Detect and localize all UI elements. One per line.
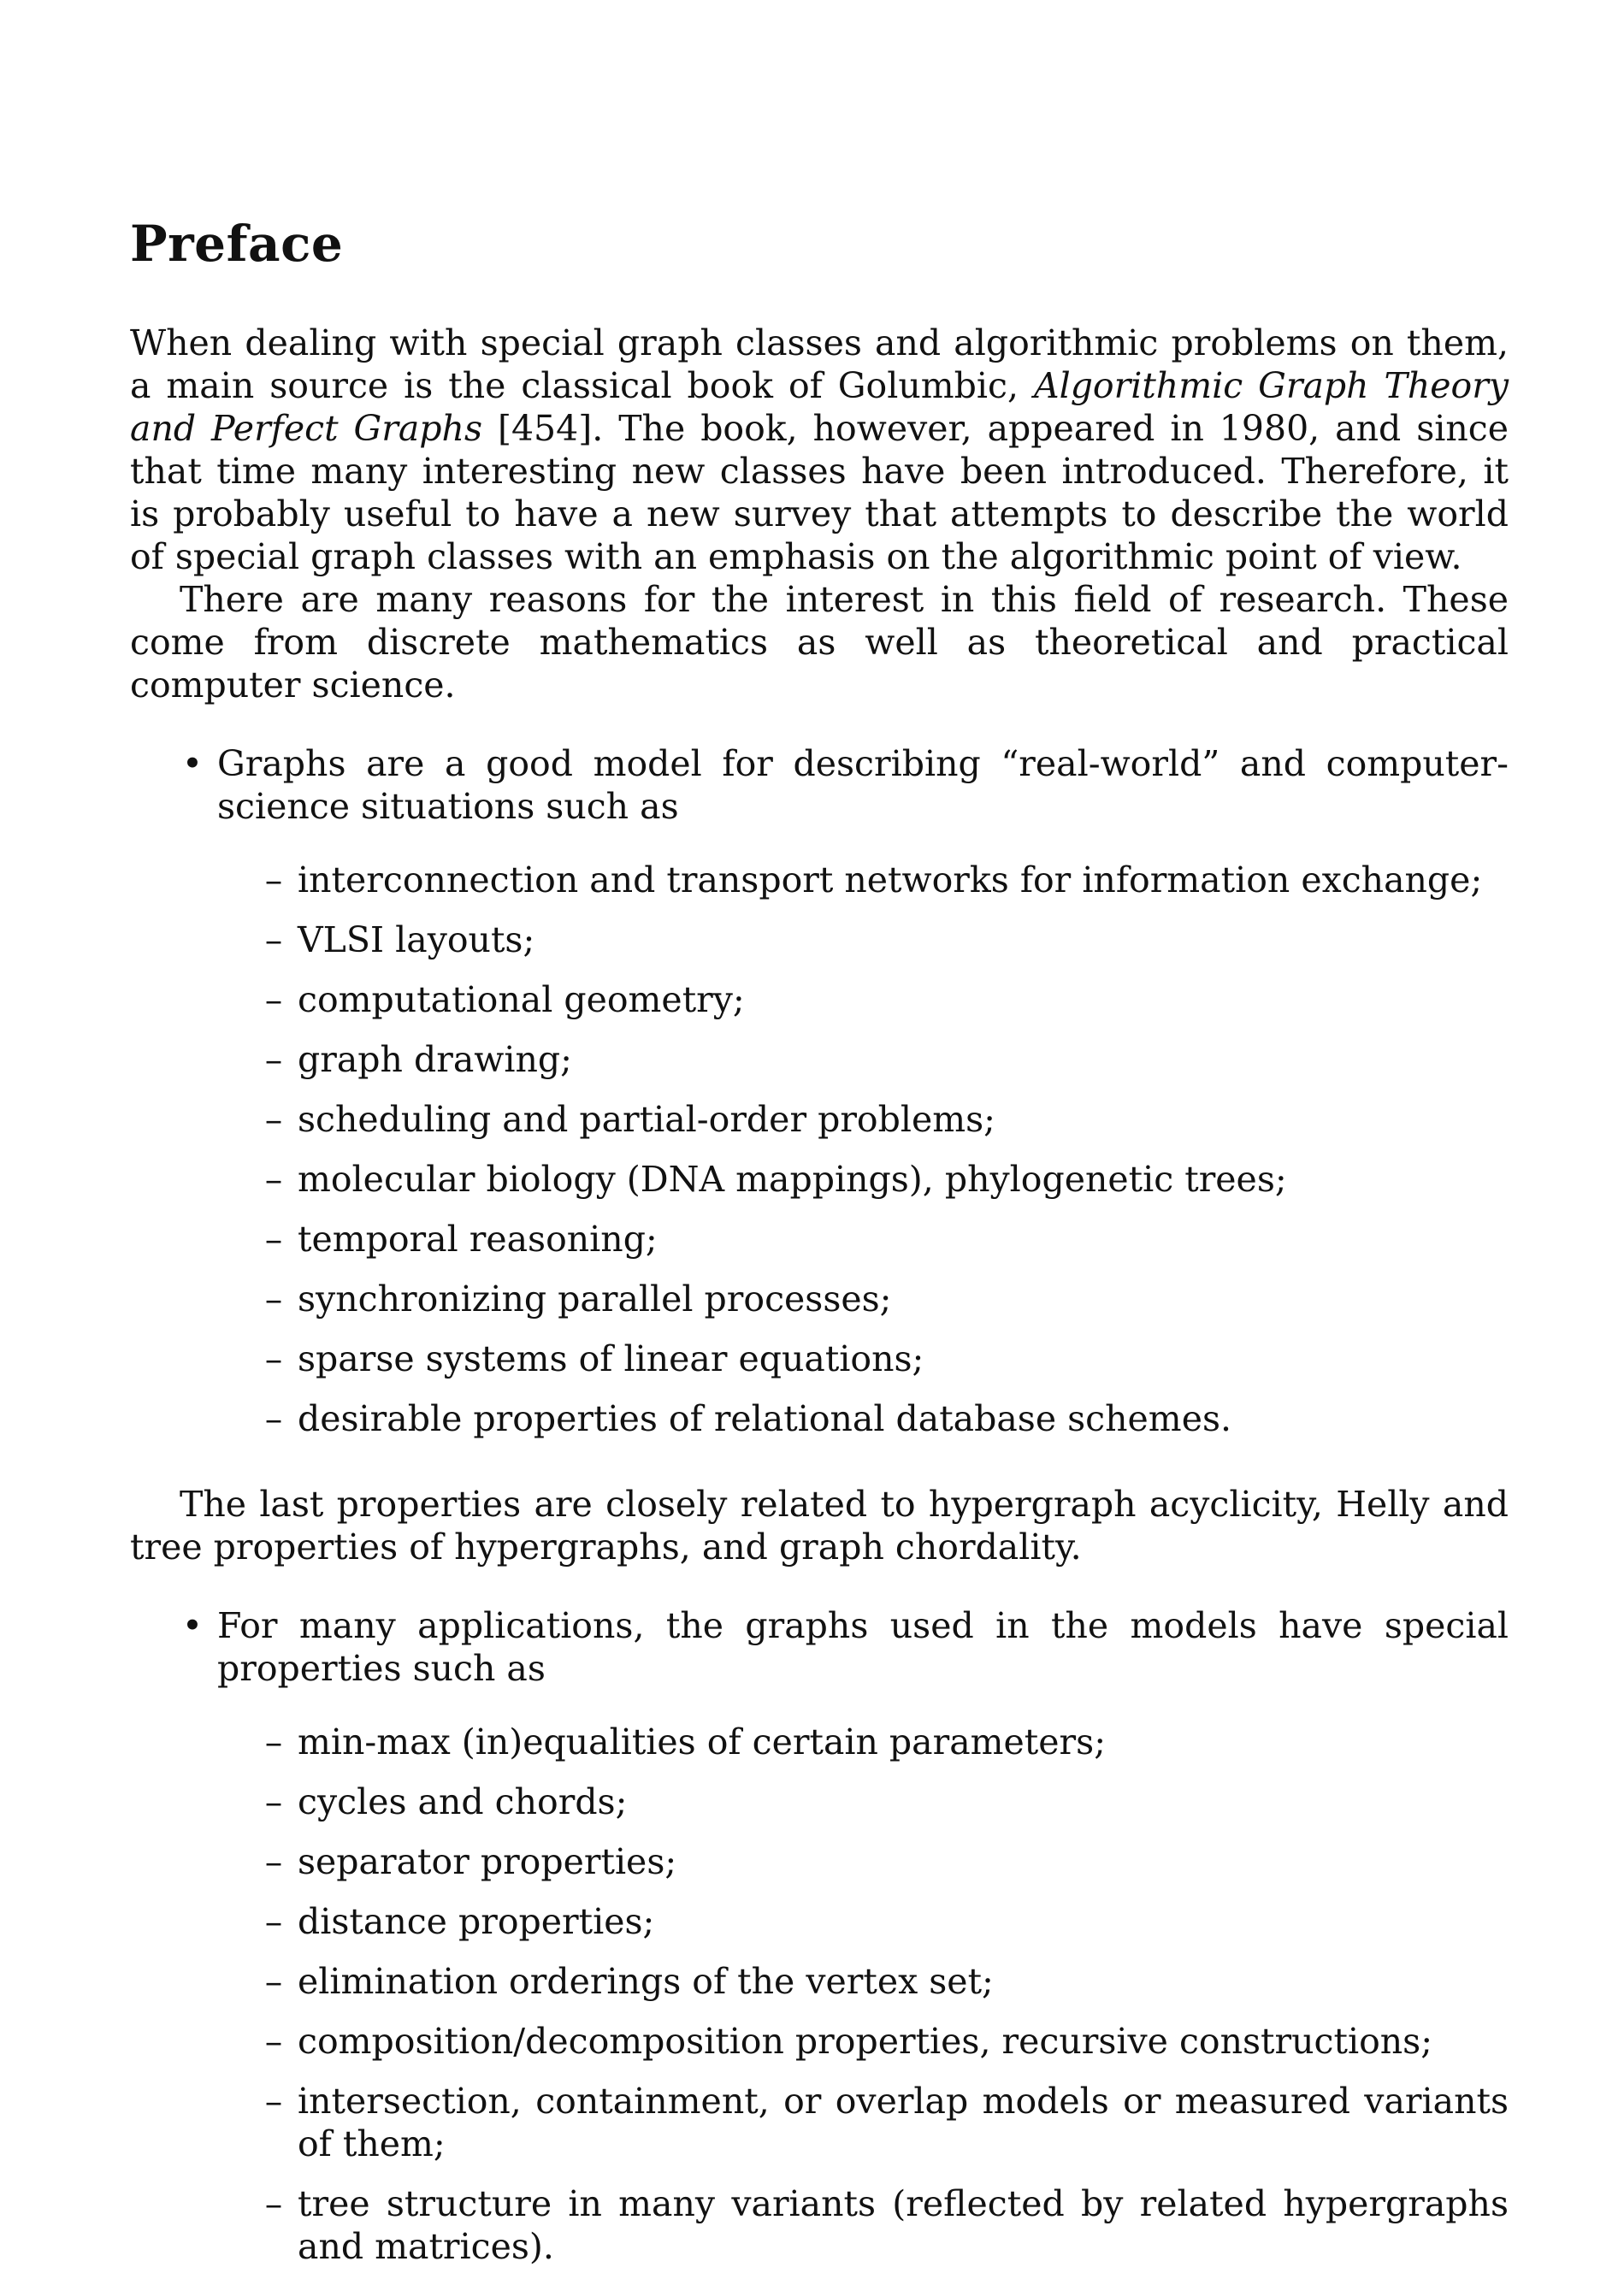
sub-list-item-text: computational geometry; bbox=[298, 979, 745, 1020]
dash-icon: – bbox=[264, 1841, 283, 1882]
sub-list-item bbox=[217, 1158, 1509, 1201]
sub-list-item bbox=[217, 978, 1509, 1021]
sub-list-item-text: intersection, containment, or overlap models or measured variants of them; bbox=[298, 2081, 1509, 2164]
dash-icon: – bbox=[264, 1159, 283, 1200]
bullet-item-special-properties bbox=[130, 1604, 1509, 2268]
sub-list-item-text: min-max (in)equalities of certain parameters; bbox=[298, 1721, 1107, 1762]
sub-list-item-text: separator properties; bbox=[298, 1841, 677, 1882]
sub-list-item-text: scheduling and partial-order problems; bbox=[298, 1099, 995, 1140]
sub-list-item bbox=[217, 1337, 1509, 1380]
sub-list-item bbox=[217, 1098, 1509, 1141]
sub-list-item-text: desirable properties of relational database schemes. bbox=[298, 1398, 1232, 1439]
sub-list-item bbox=[217, 1840, 1509, 1883]
bullet-icon: • bbox=[181, 743, 204, 784]
dash-icon: – bbox=[264, 2183, 283, 2224]
bullet-text: For many applications, the graphs used in the models have special properties such as bbox=[217, 1605, 1509, 1689]
dash-icon: – bbox=[264, 2081, 283, 2122]
sub-list-item-text: distance properties; bbox=[298, 1901, 655, 1942]
preface-content bbox=[130, 214, 1509, 2285]
dash-icon: – bbox=[264, 1398, 283, 1439]
bullet-icon: • bbox=[181, 1605, 204, 1646]
dash-icon: – bbox=[264, 1099, 283, 1140]
dash-icon: – bbox=[264, 859, 283, 900]
sub-list-item bbox=[217, 2020, 1509, 2063]
paragraph-reasons: There are many reasons for the interest in this field of research. These come from discrete mathematics as well as theoretical and practical computer science. bbox=[130, 579, 1509, 706]
dash-icon: – bbox=[264, 1721, 283, 1762]
bullet-list-1 bbox=[130, 742, 1509, 1440]
paragraph-hypergraph: The last properties are closely related to hypergraph acyclicity, Helly and tree properties of hypergraphs, and graph chordality. bbox=[130, 1484, 1509, 1568]
sub-list-item-text: temporal reasoning; bbox=[298, 1219, 658, 1260]
dash-icon: – bbox=[264, 2021, 283, 2062]
bullet-item-graph-models bbox=[130, 742, 1509, 1440]
sub-list-item bbox=[217, 918, 1509, 961]
sub-list-item-text: molecular biology (DNA mappings), phylogenetic trees; bbox=[298, 1159, 1287, 1200]
sub-list-item-text: synchronizing parallel processes; bbox=[298, 1278, 892, 1320]
dash-icon: – bbox=[264, 1039, 283, 1080]
sub-list-item bbox=[217, 1038, 1509, 1081]
sub-list-item-text: cycles and chords; bbox=[298, 1781, 628, 1822]
sub-list-item bbox=[217, 1397, 1509, 1440]
sub-list-item bbox=[217, 2080, 1509, 2165]
bullet-list-2 bbox=[130, 1604, 1509, 2268]
sub-list-item-text: interconnection and transport networks for information exchange; bbox=[298, 859, 1483, 900]
sub-list-item-text: tree structure in many variants (reflected by related hypergraphs and matrices). bbox=[298, 2183, 1509, 2267]
dash-icon: – bbox=[264, 1278, 283, 1320]
book-title: Algorithmic Graph Theory and Perfect Graphs bbox=[130, 365, 1509, 449]
dash-icon: – bbox=[264, 1338, 283, 1379]
sub-list-item-text: elimination orderings of the vertex set; bbox=[298, 1961, 994, 2002]
sub-list-item-text: composition/decomposition properties, recursive constructions; bbox=[298, 2021, 1433, 2062]
sub-list-item-text: sparse systems of linear equations; bbox=[298, 1338, 924, 1379]
dash-icon: – bbox=[264, 979, 283, 1020]
bullet-text: Graphs are a good model for describing “real-world” and computer-science situations such as bbox=[217, 743, 1509, 827]
sub-list-applications bbox=[217, 859, 1509, 1440]
dash-icon: – bbox=[264, 1219, 283, 1260]
dash-icon: – bbox=[264, 1901, 283, 1942]
sub-list-item bbox=[217, 1780, 1509, 1823]
sub-list-item-text: graph drawing; bbox=[298, 1039, 572, 1080]
sub-list-item bbox=[217, 859, 1509, 901]
paragraph-intro-start: When dealing with special graph classes and algorithmic problems on them, a main source is the classical book of Golumbic, bbox=[130, 322, 1509, 406]
sub-list-item bbox=[217, 2182, 1509, 2268]
sub-list-properties bbox=[217, 1721, 1509, 2268]
sub-list-item bbox=[217, 1900, 1509, 1943]
sub-list-item bbox=[217, 1218, 1509, 1261]
sub-list-item bbox=[217, 1721, 1509, 1763]
dash-icon: – bbox=[264, 1961, 283, 2002]
paragraph-intro bbox=[130, 322, 1509, 578]
sub-list-item bbox=[217, 1960, 1509, 2003]
dash-icon: – bbox=[264, 919, 283, 960]
dash-icon: – bbox=[264, 1781, 283, 1822]
page-title: Preface bbox=[130, 215, 344, 273]
paragraph-intro-end: [454]. The book, however, appeared in 1980, and since that time many interesting new classes have been introduced. Therefore, it is probably useful to have a new survey that attempts to describe the world of special graph classes with an emphasis on the algorithmic point of view. bbox=[130, 408, 1509, 577]
sub-list-item bbox=[217, 1278, 1509, 1320]
sub-list-item-text: VLSI layouts; bbox=[298, 919, 535, 960]
